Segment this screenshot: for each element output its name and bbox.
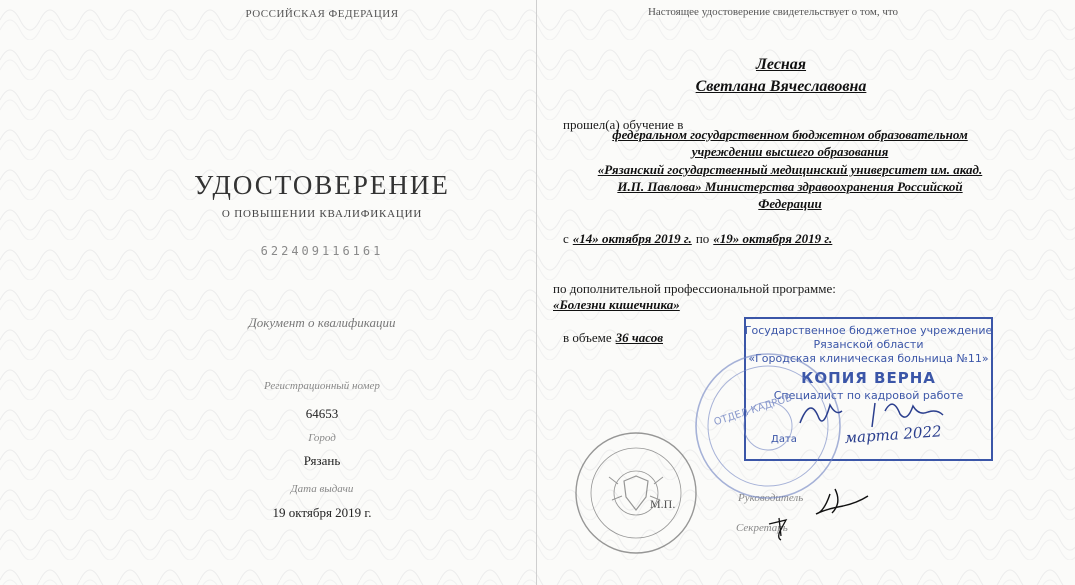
stamp-line: Рязанской области: [813, 338, 924, 351]
training-period: [563, 230, 832, 248]
institution-line: Федерации: [758, 196, 822, 211]
city-value: Рязань: [303, 453, 341, 468]
page-fold: [536, 0, 537, 585]
stamp-line: Государственное бюджетное учреждение: [744, 324, 993, 337]
seal-label: М.П.: [650, 497, 676, 511]
trained-text: прошел(а) обучение в: [563, 117, 684, 132]
country-header: РОССИЙСКАЯ ФЕДЕРАЦИЯ: [245, 8, 399, 20]
issue-date: 19 октября 2019 г.: [272, 505, 372, 520]
certificate-intro: Настоящее удостоверение свидетельствует о том, что: [647, 6, 899, 18]
period-from-date: «14» октября 2019 г.: [572, 231, 692, 246]
registration-label: Регистрационный номер: [264, 380, 380, 392]
volume-prefix: в объеме: [563, 330, 612, 345]
holder-surname: Лесная: [755, 56, 807, 73]
document-subtitle: О ПОВЫШЕНИИ КВАЛИФИКАЦИИ: [221, 208, 423, 220]
serial-number: 622409116161: [260, 244, 384, 258]
training-volume: [563, 329, 663, 347]
period-from-prefix: с: [563, 231, 569, 246]
period-to-prefix: по: [695, 231, 710, 246]
issue-date-label: Дата выдачи: [290, 483, 354, 495]
program-name: «Болезни кишечника»: [553, 297, 680, 312]
head-label: Руководитель: [738, 492, 804, 504]
stamp-line: «Городская клиническая больница №11»: [748, 352, 989, 365]
institution-line: федеральном государственном бюджетном образовательном: [612, 127, 968, 142]
program-intro: по дополнительной профессиональной программе:: [553, 281, 836, 296]
holder-given-names: Светлана Вячеславовна: [695, 78, 867, 95]
stamp-main-text: КОПИЯ ВЕРНА: [801, 369, 936, 387]
institution-line: учреждении высшего образования: [691, 144, 889, 159]
institution-line: «Рязанский государственный медицинский университет им. акад.: [597, 162, 983, 177]
registration-number: 64653: [305, 406, 339, 421]
city-label: Город: [308, 432, 336, 444]
volume-value: 36 часов: [615, 330, 663, 345]
copy-certified-stamp: [744, 317, 993, 461]
document-type: Документ о квалификации: [248, 315, 396, 330]
period-to-date: «19» октября 2019 г.: [713, 231, 833, 246]
handwritten-copy-date: марта 2022: [844, 422, 943, 447]
document-title: УДОСТОВЕРЕНИЕ: [194, 170, 450, 200]
institution-line: И.П. Павлова» Министерства здравоохранения Российской: [617, 179, 963, 194]
stamp-date-label: Дата: [771, 434, 797, 445]
round-stamp-department: ОТДЕЛ КАДРОВ: [712, 392, 794, 429]
stamp-role: Специалист по кадровой работе: [773, 389, 964, 402]
secretary-label: Секретарь: [736, 522, 788, 534]
